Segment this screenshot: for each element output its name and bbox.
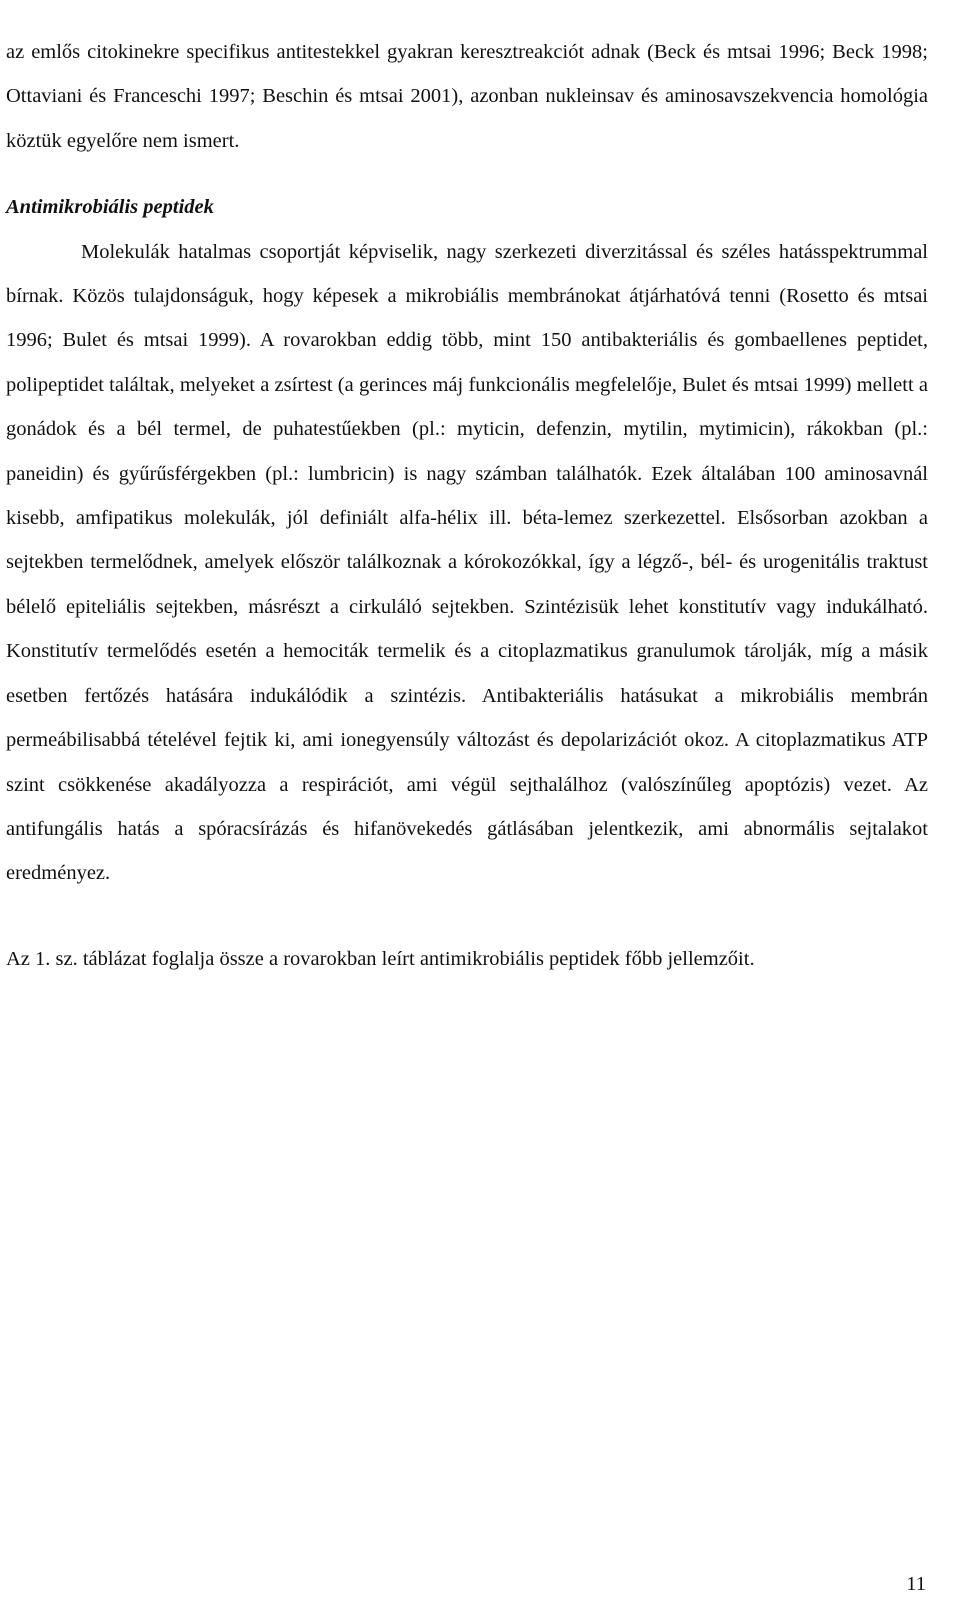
paragraph-spacer bbox=[6, 896, 928, 937]
table-reference-paragraph: Az 1. sz. táblázat foglalja össze a rovarokban leírt antimikrobiális peptidek főbb jellemzőit. bbox=[6, 947, 755, 970]
section-heading: Antimikrobiális peptidek bbox=[6, 196, 214, 219]
main-paragraph: Molekulák hatalmas csoportját képviselik, nagy szerkezeti diverzitással és széles hatásspektrummal bírnak. Közös tulajdonságuk, hogy képesek a mikrobiális membránokat átjárhatóvá tenni (Rosetto és mtsai 1996; Bulet és mtsai 1999). A rovarokban eddig több, mint 150 antibakteriális és gombaellenes peptidet, polipeptidet találtak, melyeket a zsírtest (a gerinces máj funkcionális megfelelője, Bulet és mtsai 1999) mellett a gonádok és a bél termel, de puhatestűekben (pl.: myticin, defenzin, mytilin, mytimicin), rákokban (pl.: paneidin) és gyűrűsférgekben (pl.: lumbricin) is nagy számban találhatók. Ezek általában 100 aminosavnál kisebb, amfipatikus molekulák, jól definiált alfa-hélix ill. béta-lemez szerkezettel. Elsősorban azokban a sejtekben termelődnek, amelyek először találkoznak a kórokozókkal, így a légző-, bél- és urogenitális traktust bélelő epiteliális sejtekben, másrészt a cirkuláló sejtekben. Szintézisük lehet konstitutív vagy indukálható. Konstitutív termelődés esetén a hemociták termelik és a citoplazmatikus granulumok tárolják, míg a másik esetben fertőzés hatására indukálódik a szintézis. Antibakteriális hatásukat a mikrobiális membrán permeábilisabbá tételével fejtik ki, ami ionegyensúly változást és depolarizációt okoz. A citoplazmatikus ATP szint csökkenése akadályozza a respirációt, ami végül sejthalálhoz (valószínűleg apoptózis) vezet. Az antifungális hatás a spóracsírázás és hifanövekedés gátlásában jelentkezik, ami abnormális sejtalakot eredményez. bbox=[6, 240, 928, 885]
intro-paragraph: az emlős citokinekre specifikus antitestekkel gyakran keresztreakciót adnak (Beck és mtsai 1996; Beck 1998; Ottaviani és Franceschi 1997; Beschin és mtsai 2001), azonban nukleinsav és aminosavszekvencia homológia köztük egyelőre nem ismert. bbox=[6, 41, 928, 152]
page-number: 11 bbox=[906, 1573, 926, 1595]
